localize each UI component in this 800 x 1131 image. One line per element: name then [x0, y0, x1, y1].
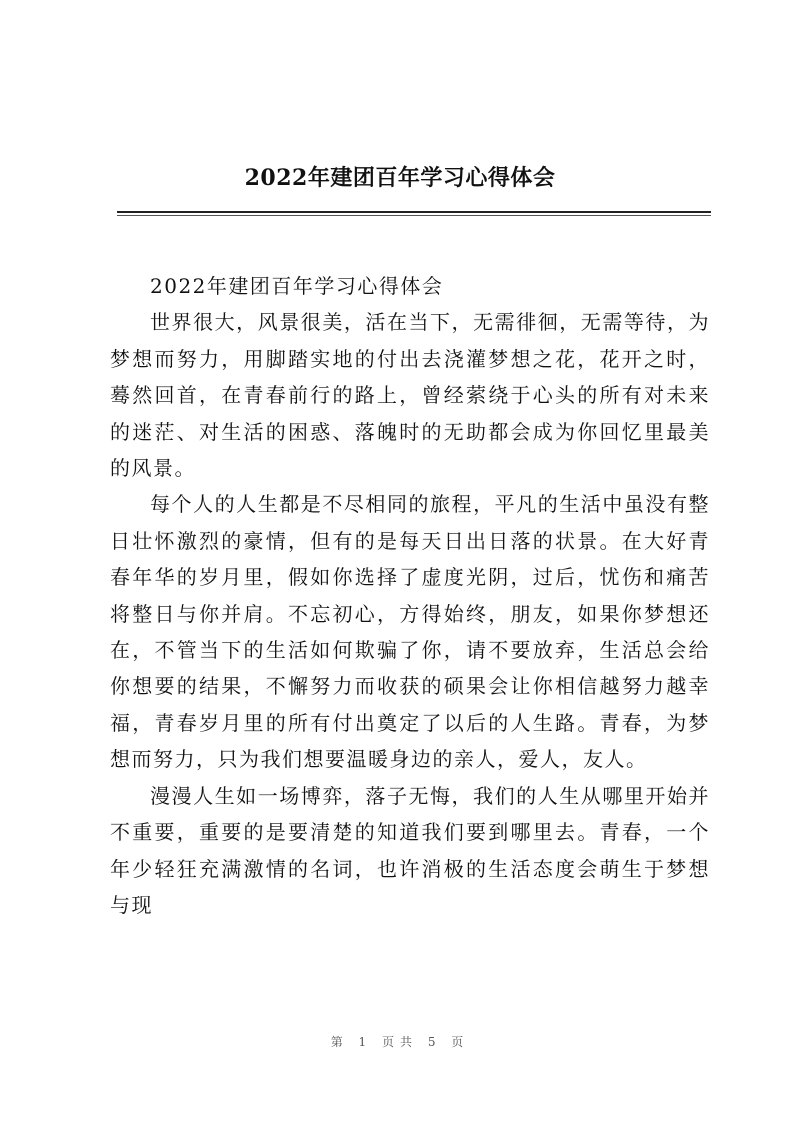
paragraph-2: 每个人的人生都是不尽相同的旅程，平凡的生活中虽没有整日壮怀激烈的豪情，但有的是每天日出日落的状景。在大好青春年华的岁月里，假如你选择了虚度光阴，过后，忧伤和痛苦将整日与你并肩。不忘初心，方得始终，朋友，如果你梦想还在，不管当下的生活如何欺骗了你，请不要放弃，生活总会给你想要的结果，不懈努力而收获的硕果会让你相信越努力越幸福，青春岁月里的所有付出奠定了以后的人生路。青春，为梦想而努力，只为我们想要温暖身边的亲人，爱人，友人。	[110, 492, 710, 772]
document-body	[110, 268, 710, 923]
page-number-footer: 第 1 页共 5 页	[330, 1035, 470, 1049]
page-header-title: 2022年建团百年学习心得体会	[244, 165, 556, 191]
document-title: 2022年建团百年学习心得体会	[150, 274, 444, 298]
paragraph-1: 世界很大，风景很美，活在当下，无需徘徊，无需等待，为梦想而努力，用脚踏实地的付出去浇灌梦想之花，花开之时，蓦然回首，在青春前行的路上，曾经萦绕于心头的所有对未来的迷茫、对生活的困惑、落魄时的无助都会成为你回忆里最美的风景。	[110, 310, 710, 481]
paragraph-3: 漫漫人生如一场博弈，落子无悔，我们的人生从哪里开始并不重要，重要的是要清楚的知道我们要到哪里去。青春，一个年少轻狂充满激情的名词，也许消极的生活态度会萌生于梦想与现	[110, 783, 710, 917]
header-divider-thin	[117, 215, 711, 216]
header-divider-thick	[117, 211, 711, 213]
